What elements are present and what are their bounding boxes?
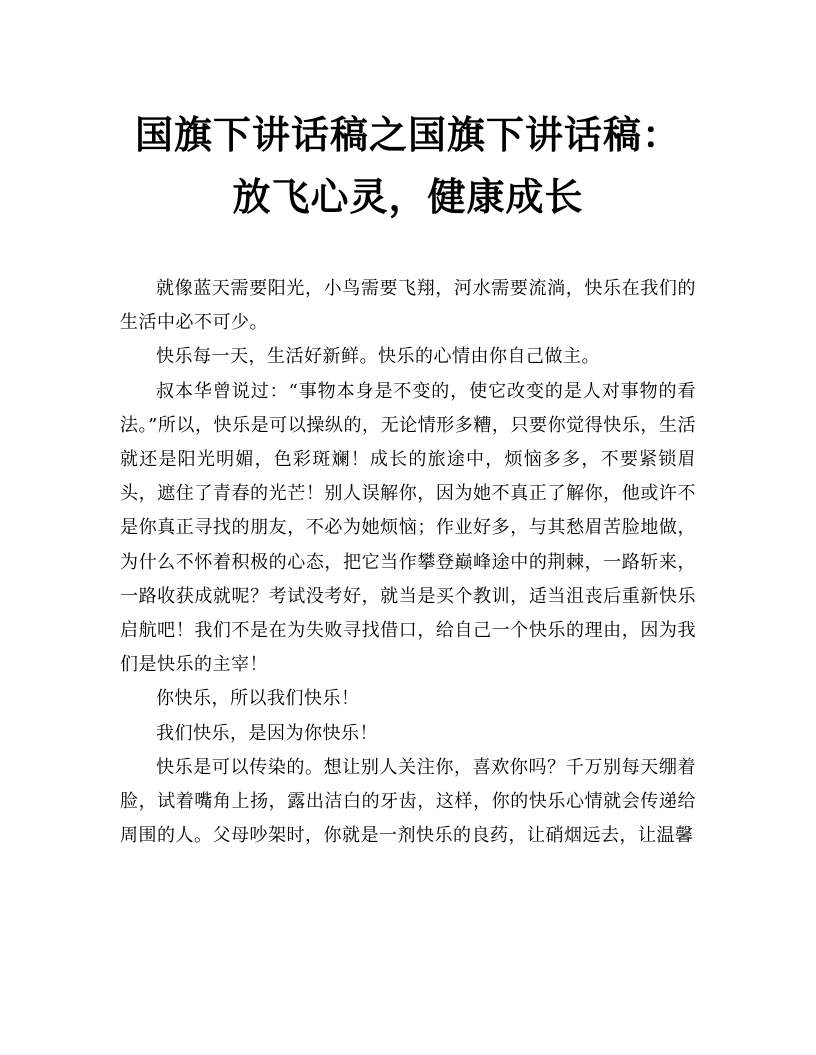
document-body xyxy=(120,272,696,853)
paragraph: 我们快乐，是因为你快乐！ xyxy=(156,722,378,744)
paragraph: 你快乐，所以我们快乐！ xyxy=(156,688,360,710)
paragraph: 快乐每一天，生活好新鲜。快乐的心情由你自己做主。 xyxy=(156,346,600,368)
paragraph: 叔本华曾说过：“事物本身是不变的，使它改变的是人对事物的看法。”所以，快乐是可以操纵的，无论情形多糟，只要你觉得快乐，生活就还是阳光明媚，色彩斑斓！成长的旅途中，烦恼多多，不要紧锁眉头，遮住了青春的光芒！别人误解你，因为她不真正了解你，他或许不是你真正寻找的朋友，不必为她烦恼；作业好多，与其愁眉苦脸地做，为什么不怀着积极的心态，把它当作攀登巅峰途中的荆棘，一路斩来，一路收获成就呢？考试没考好，就当是买个教训，适当沮丧后重新快乐启航吧！我们不是在为失败寻找借口，给自己一个快乐的理由，因为我们是快乐的主宰！ xyxy=(120,380,696,676)
paragraph: 快乐是可以传染的。想让别人关注你，喜欢你吗？千万别每天绷着脸，试着嘴角上扬，露出洁白的牙齿，这样，你的快乐心情就会传递给周围的人。父母吵架时，你就是一剂快乐的良药，让硝烟远去，让温馨 xyxy=(120,756,696,847)
document-title: 国旗下讲话稿之国旗下讲话稿：放飞心灵，健康成长 xyxy=(134,113,681,219)
paragraph: 就像蓝天需要阳光，小鸟需要飞翔，河水需要流淌，快乐在我们的生活中必不可少。 xyxy=(120,278,696,334)
